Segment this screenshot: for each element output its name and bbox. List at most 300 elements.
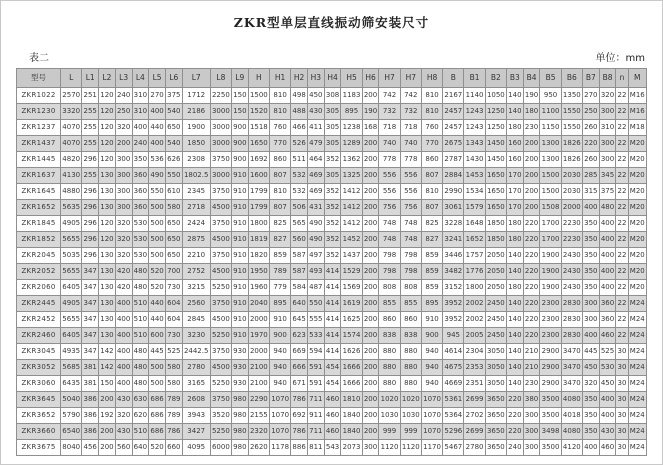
value-cell: 2186: [182, 103, 210, 119]
value-cell: 347: [82, 263, 99, 279]
model-cell: ZKR1637: [17, 167, 61, 183]
value-cell: 490: [149, 167, 166, 183]
value-cell: 1500: [248, 87, 269, 103]
value-cell: 305: [324, 135, 341, 151]
value-cell: 320: [115, 231, 132, 247]
value-cell: 3000: [210, 135, 231, 151]
value-cell: 220: [523, 311, 540, 327]
value-cell: 1819: [248, 231, 269, 247]
value-cell: 200: [115, 135, 132, 151]
value-cell: 807: [421, 199, 442, 215]
value-cell: 711: [307, 423, 324, 439]
model-cell: ZKR2052: [17, 263, 61, 279]
value-cell: 220: [523, 231, 540, 247]
value-cell: 1508: [540, 199, 561, 215]
value-cell: 130: [99, 295, 116, 311]
value-cell: 1070: [269, 407, 290, 423]
value-cell: 320: [115, 407, 132, 423]
value-cell: 786: [291, 391, 308, 407]
column-header: H7: [400, 69, 421, 88]
value-cell: 5250: [210, 279, 231, 295]
value-cell: 756: [379, 199, 400, 215]
column-header: H3: [307, 69, 324, 88]
value-cell: 560: [291, 231, 308, 247]
value-cell: 1960: [248, 279, 269, 295]
value-cell: 910: [232, 183, 249, 199]
value-cell: 1666: [341, 375, 362, 391]
value-cell: 350: [582, 215, 599, 231]
value-cell: 420: [115, 263, 132, 279]
value-cell: 3750: [210, 247, 231, 263]
value-cell: 650: [165, 215, 182, 231]
value-cell: 5635: [61, 199, 82, 215]
value-cell: 732: [379, 103, 400, 119]
value-cell: 789: [269, 263, 290, 279]
value-cell: 533: [307, 327, 324, 343]
value-cell: 22: [616, 263, 628, 279]
value-cell: 1625: [341, 311, 362, 327]
column-header: B7: [582, 69, 599, 88]
value-cell: 4120: [561, 439, 582, 455]
column-header: L8: [210, 69, 231, 88]
value-cell: 375: [599, 183, 616, 199]
value-cell: 886: [291, 439, 308, 455]
value-cell: 445: [582, 343, 599, 359]
value-cell: 930: [232, 375, 249, 391]
value-cell: 347: [82, 343, 99, 359]
value-cell: 480: [132, 343, 149, 359]
table-row: [17, 295, 647, 311]
value-cell: 420: [115, 279, 132, 295]
value-cell: 200: [362, 135, 379, 151]
value-cell: 2304: [464, 343, 485, 359]
value-cell: 400: [115, 375, 132, 391]
value-cell: 810: [421, 87, 442, 103]
value-cell: 300: [523, 423, 540, 439]
value-cell: 250: [582, 103, 599, 119]
value-cell: 350: [582, 279, 599, 295]
value-cell: 469: [307, 183, 324, 199]
value-cell: 520: [149, 279, 166, 295]
value-cell: 3050: [485, 359, 506, 375]
value-cell: 22: [616, 279, 628, 295]
value-cell: 1799: [248, 199, 269, 215]
unit-label: 单位：mm: [595, 53, 645, 64]
value-cell: 880: [400, 375, 421, 391]
value-cell: 900: [269, 327, 290, 343]
value-cell: 22: [616, 103, 628, 119]
value-cell: 2702: [464, 407, 485, 423]
value-cell: 3650: [485, 439, 506, 455]
value-cell: M16: [628, 87, 646, 103]
value-cell: 1500: [540, 167, 561, 183]
value-cell: 140: [506, 343, 523, 359]
value-cell: 500: [149, 359, 166, 375]
value-cell: 450: [582, 359, 599, 375]
value-cell: 1412: [341, 183, 362, 199]
value-cell: 2320: [248, 423, 269, 439]
value-cell: 200: [362, 407, 379, 423]
value-cell: M24: [628, 391, 646, 407]
value-cell: 440: [149, 311, 166, 327]
value-cell: 910: [232, 279, 249, 295]
value-cell: 305: [324, 119, 341, 135]
value-cell: 3750: [210, 343, 231, 359]
value-cell: 4669: [443, 375, 464, 391]
value-cell: 859: [269, 247, 290, 263]
value-cell: 980: [232, 439, 249, 455]
value-cell: 305: [324, 103, 341, 119]
value-cell: 525: [599, 343, 616, 359]
value-cell: 411: [307, 119, 324, 135]
value-cell: 3050: [485, 375, 506, 391]
value-cell: 807: [269, 199, 290, 215]
value-cell: 910: [232, 327, 249, 343]
value-cell: 5040: [61, 391, 82, 407]
value-cell: 240: [506, 439, 523, 455]
value-cell: 3650: [485, 391, 506, 407]
value-cell: 380: [523, 391, 540, 407]
value-cell: 360: [132, 167, 149, 183]
value-cell: 1800: [464, 279, 485, 295]
value-cell: 556: [379, 167, 400, 183]
value-cell: 22: [616, 183, 628, 199]
value-cell: 711: [307, 391, 324, 407]
value-cell: 1840: [341, 407, 362, 423]
value-cell: 490: [307, 215, 324, 231]
value-cell: 510: [132, 295, 149, 311]
value-cell: 3000: [210, 103, 231, 119]
table-body: [17, 87, 647, 455]
value-cell: 940: [269, 375, 290, 391]
model-cell: ZKR3045: [17, 343, 61, 359]
value-cell: 526: [291, 135, 308, 151]
value-cell: 142: [99, 359, 116, 375]
column-header: L5: [149, 69, 166, 88]
value-cell: 1650: [485, 183, 506, 199]
value-cell: 4070: [61, 135, 82, 151]
value-cell: 4905: [61, 215, 82, 231]
table-row: [17, 119, 647, 135]
value-cell: 5361: [443, 391, 464, 407]
value-cell: 910: [232, 167, 249, 183]
value-cell: 3750: [210, 183, 231, 199]
value-cell: M24: [628, 439, 646, 455]
value-cell: 500: [149, 247, 166, 263]
value-cell: 200: [362, 359, 379, 375]
page-title: ZKR型单层直线振动筛安装尺寸: [233, 15, 430, 30]
value-cell: 210: [523, 343, 540, 359]
value-cell: 3061: [443, 199, 464, 215]
value-cell: 4905: [61, 295, 82, 311]
value-cell: 1626: [341, 343, 362, 359]
value-cell: 4070: [61, 119, 82, 135]
value-cell: 200: [362, 343, 379, 359]
value-cell: 300: [115, 167, 132, 183]
value-cell: 22: [616, 151, 628, 167]
value-cell: 220: [523, 279, 540, 295]
value-cell: 120: [99, 135, 116, 151]
value-cell: 540: [165, 103, 182, 119]
value-cell: 3952: [443, 295, 464, 311]
table-row: [17, 215, 647, 231]
value-cell: 2608: [182, 391, 210, 407]
value-cell: 1518: [248, 119, 269, 135]
value-cell: 2050: [485, 247, 506, 263]
table-row: [17, 231, 647, 247]
value-cell: 300: [115, 183, 132, 199]
value-cell: 1529: [341, 263, 362, 279]
column-header: B2: [485, 69, 506, 88]
value-cell: 220: [523, 263, 540, 279]
value-cell: M20: [628, 183, 646, 199]
value-cell: 1650: [248, 135, 269, 151]
value-cell: 700: [165, 263, 182, 279]
value-cell: 2000: [561, 199, 582, 215]
value-cell: 940: [421, 375, 442, 391]
value-cell: 756: [400, 199, 421, 215]
value-cell: 786: [165, 423, 182, 439]
value-cell: 1325: [341, 167, 362, 183]
value-cell: 859: [421, 279, 442, 295]
value-cell: 686: [149, 423, 166, 439]
value-cell: 200: [362, 151, 379, 167]
value-cell: 910: [232, 263, 249, 279]
value-cell: 4095: [182, 439, 210, 455]
value-cell: 360: [132, 199, 149, 215]
value-cell: 3152: [443, 279, 464, 295]
value-cell: 140: [506, 375, 523, 391]
value-cell: 580: [165, 199, 182, 215]
value-cell: 500: [149, 231, 166, 247]
value-cell: 808: [379, 279, 400, 295]
value-cell: 3498: [540, 423, 561, 439]
value-cell: 1850: [182, 135, 210, 151]
value-cell: 3050: [485, 343, 506, 359]
value-cell: 120: [99, 119, 116, 135]
value-cell: 400: [149, 135, 166, 151]
dimension-table: [16, 68, 647, 456]
value-cell: 5250: [210, 327, 231, 343]
value-cell: 130: [99, 167, 116, 183]
value-cell: 1453: [464, 167, 485, 183]
model-cell: ZKR1237: [17, 119, 61, 135]
value-cell: 4080: [561, 391, 582, 407]
value-cell: 150: [232, 87, 249, 103]
value-cell: 300: [523, 439, 540, 455]
value-cell: 808: [400, 279, 421, 295]
value-cell: 810: [269, 183, 290, 199]
value-cell: 255: [82, 103, 99, 119]
value-cell: 2780: [464, 439, 485, 455]
value-cell: 180: [523, 103, 540, 119]
table-row: [17, 327, 647, 343]
value-cell: 2442.5: [182, 343, 210, 359]
model-cell: ZKR2452: [17, 311, 61, 327]
value-cell: 1757: [464, 247, 485, 263]
value-cell: 300: [523, 407, 540, 423]
value-cell: 230: [523, 375, 540, 391]
value-cell: 594: [307, 343, 324, 359]
value-cell: 610: [165, 183, 182, 199]
column-header: B3: [506, 69, 523, 88]
value-cell: 2155: [248, 407, 269, 423]
value-cell: 480: [132, 263, 149, 279]
value-cell: 350: [582, 423, 599, 439]
value-cell: 798: [379, 247, 400, 263]
value-cell: 2560: [182, 295, 210, 311]
value-cell: 2457: [443, 103, 464, 119]
value-cell: 640: [132, 439, 149, 455]
value-cell: 532: [291, 167, 308, 183]
value-cell: 789: [165, 391, 182, 407]
value-cell: 626: [165, 151, 182, 167]
value-cell: 778: [379, 151, 400, 167]
table-row: [17, 263, 647, 279]
value-cell: 200: [362, 263, 379, 279]
value-cell: 255: [82, 119, 99, 135]
value-cell: 220: [506, 391, 523, 407]
value-cell: 550: [307, 295, 324, 311]
value-cell: M20: [628, 215, 646, 231]
value-cell: 200: [362, 311, 379, 327]
value-cell: 255: [82, 167, 99, 183]
value-cell: 414: [324, 263, 341, 279]
value-cell: 130: [99, 311, 116, 327]
value-cell: 140: [506, 295, 523, 311]
model-column-header: 型号: [17, 69, 61, 88]
value-cell: 550: [165, 167, 182, 183]
value-cell: 150: [99, 375, 116, 391]
column-header: B5: [540, 69, 561, 88]
value-cell: 2300: [540, 327, 561, 343]
value-cell: 430: [115, 391, 132, 407]
value-cell: 520: [149, 439, 166, 455]
value-cell: 130: [99, 247, 116, 263]
value-cell: 160: [506, 151, 523, 167]
value-cell: 1799: [248, 183, 269, 199]
value-cell: 1170: [421, 439, 442, 455]
value-cell: 2300: [540, 311, 561, 327]
value-cell: 860: [379, 311, 400, 327]
value-cell: 807: [421, 167, 442, 183]
value-cell: 1810: [341, 391, 362, 407]
value-cell: M24: [628, 327, 646, 343]
value-cell: 2718: [182, 199, 210, 215]
value-cell: 778: [400, 151, 421, 167]
value-cell: 3500: [540, 391, 561, 407]
value-cell: 3470: [561, 343, 582, 359]
value-cell: 930: [232, 359, 249, 375]
value-cell: 798: [400, 247, 421, 263]
value-cell: 440: [149, 295, 166, 311]
value-cell: 591: [307, 375, 324, 391]
value-cell: 300: [582, 311, 599, 327]
value-cell: 386: [82, 423, 99, 439]
value-cell: 400: [582, 199, 599, 215]
value-cell: 1900: [540, 279, 561, 295]
value-cell: 860: [400, 311, 421, 327]
model-cell: ZKR3645: [17, 391, 61, 407]
value-cell: 300: [599, 151, 616, 167]
value-cell: 5364: [443, 407, 464, 423]
value-cell: 811: [307, 439, 324, 455]
table-row: [17, 439, 647, 455]
value-cell: 1070: [269, 391, 290, 407]
value-cell: 591: [307, 359, 324, 375]
value-cell: 414: [324, 295, 341, 311]
value-cell: 2699: [464, 391, 485, 407]
value-cell: 543: [324, 439, 341, 455]
value-cell: 810: [421, 103, 442, 119]
value-cell: 400: [115, 359, 132, 375]
table-row: [17, 87, 647, 103]
value-cell: 630: [132, 391, 149, 407]
value-cell: 130: [99, 263, 116, 279]
value-cell: 296: [82, 215, 99, 231]
value-cell: 5790: [61, 407, 82, 423]
value-cell: 3228: [443, 215, 464, 231]
value-cell: 2830: [561, 295, 582, 311]
value-cell: 140: [506, 103, 523, 119]
value-cell: 1700: [540, 231, 561, 247]
value-cell: 320: [582, 375, 599, 391]
value-cell: 386: [82, 391, 99, 407]
value-cell: 1070: [421, 407, 442, 423]
value-cell: 580: [165, 375, 182, 391]
value-cell: 1183: [341, 87, 362, 103]
value-cell: 296: [82, 183, 99, 199]
value-cell: M24: [628, 359, 646, 375]
value-cell: 1579: [464, 199, 485, 215]
value-cell: 5655: [61, 263, 82, 279]
model-cell: ZKR1652: [17, 199, 61, 215]
table-row: [17, 407, 647, 423]
value-cell: M24: [628, 295, 646, 311]
column-header: n: [616, 69, 628, 88]
value-cell: 748: [400, 231, 421, 247]
value-cell: 1500: [540, 183, 561, 199]
value-cell: 1250: [485, 103, 506, 119]
value-cell: 760: [269, 119, 290, 135]
table-row: [17, 183, 647, 199]
value-cell: 2675: [443, 135, 464, 151]
value-cell: 210: [523, 359, 540, 375]
value-cell: 414: [324, 279, 341, 295]
value-cell: 1648: [464, 215, 485, 231]
value-cell: 400: [599, 247, 616, 263]
value-cell: 310: [132, 87, 149, 103]
value-cell: 140: [506, 311, 523, 327]
value-cell: 270: [149, 87, 166, 103]
value-cell: 2005: [464, 327, 485, 343]
value-cell: 4935: [61, 343, 82, 359]
value-cell: 300: [115, 151, 132, 167]
value-cell: 3750: [210, 151, 231, 167]
value-cell: M18: [628, 119, 646, 135]
value-cell: 30: [616, 375, 628, 391]
value-cell: 2002: [464, 295, 485, 311]
value-cell: 360: [132, 183, 149, 199]
value-cell: 1178: [269, 439, 290, 455]
value-cell: 1243: [464, 103, 485, 119]
model-cell: ZKR3660: [17, 423, 61, 439]
value-cell: 1300: [540, 135, 561, 151]
value-cell: 3500: [540, 407, 561, 423]
value-cell: 2030: [561, 183, 582, 199]
value-cell: 130: [99, 199, 116, 215]
value-cell: 460: [324, 407, 341, 423]
